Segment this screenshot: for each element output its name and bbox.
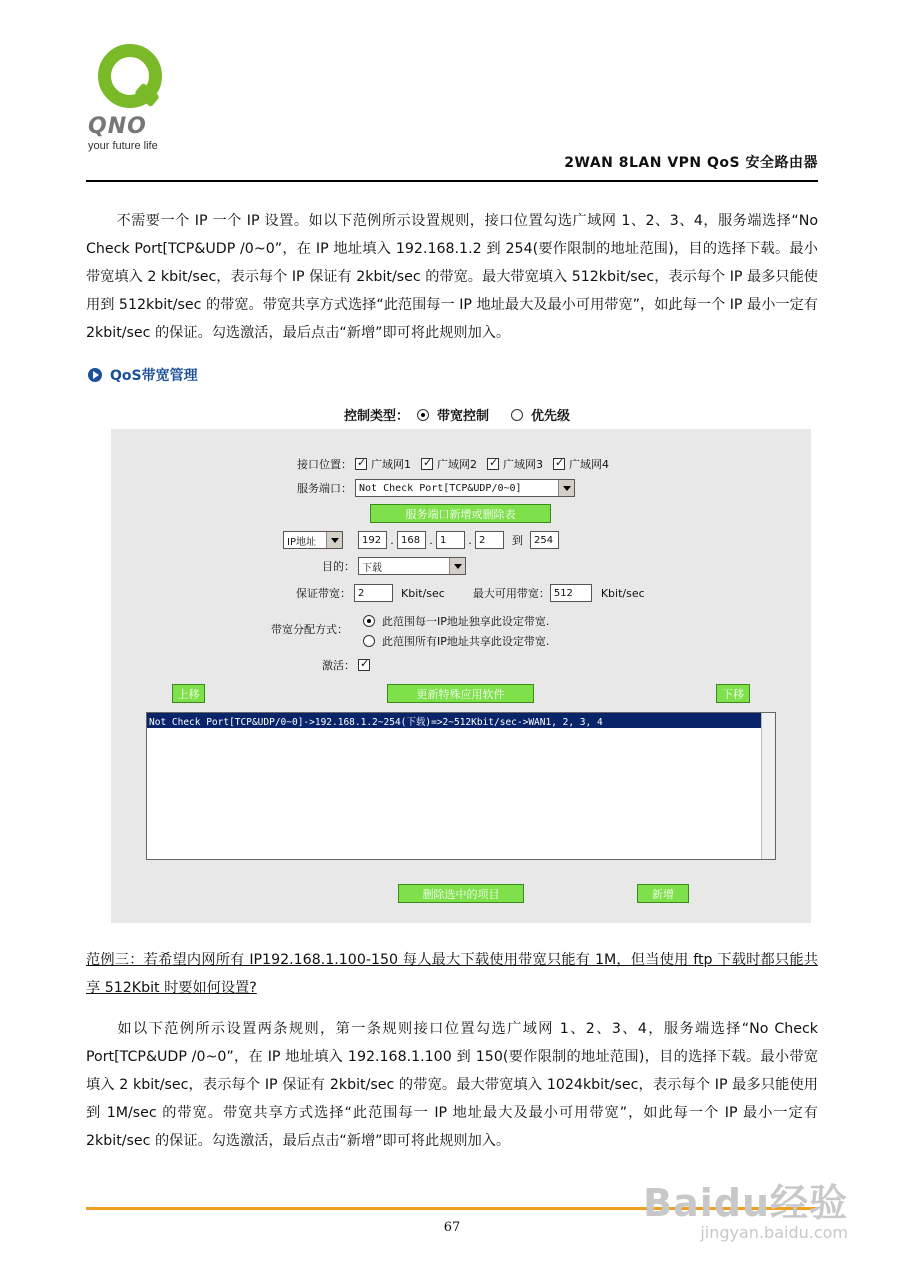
ip-octet-3[interactable]: 1 <box>436 531 465 549</box>
qno-logo <box>88 44 178 154</box>
interface-label: 接口位置： <box>297 458 352 471</box>
wan2-checkbox[interactable] <box>421 458 433 470</box>
update-apps-button[interactable]: 更新特殊应用软件 <box>387 684 534 703</box>
move-down-button[interactable]: 下移 <box>716 684 750 703</box>
service-table-button[interactable]: 服务端口新增或删除表 <box>370 504 551 523</box>
document-title: 2WAN 8LAN VPN QoS 安全路由器 <box>564 155 818 171</box>
interface-row <box>297 456 609 472</box>
share-shared-radio[interactable] <box>363 635 375 647</box>
section-title-text: QoS带宽管理 <box>110 368 198 384</box>
destination-row <box>322 557 466 575</box>
baidu-watermark <box>643 1172 848 1242</box>
wan4-checkbox[interactable] <box>553 458 565 470</box>
ip-octet-2[interactable]: 168 <box>397 531 426 549</box>
ip-octet-4[interactable]: 2 <box>475 531 504 549</box>
play-bullet-icon <box>88 368 102 382</box>
bandwidth-control-label: 带宽控制 <box>437 409 490 424</box>
rule-list[interactable] <box>146 712 776 860</box>
wan2-label: 广域网2 <box>437 458 477 471</box>
move-up-button[interactable]: 上移 <box>172 684 205 703</box>
section-title <box>88 365 198 385</box>
destination-select[interactable] <box>358 557 466 575</box>
service-port-select[interactable] <box>355 479 575 497</box>
max-bandwidth-unit: Kbit/sec <box>600 586 645 600</box>
min-bandwidth-unit: Kbit/sec <box>401 586 445 600</box>
wan4-label: 广域网4 <box>569 458 609 471</box>
paragraph-3-text: 如以下范例所示设置两条规则，第一条规则接口位置勾选广域网 1、2、3、4，服务端选择“No Check Port[TCP&UDP /0~0”，在 IP 地址填入 192.168.1.100 到 150(要作限制的地址范围)，目的选择下载。最小带宽填入 2 kbit/sec，表示每个 IP 保证有 2kbit/sec 的带宽。最大带宽填入 1024kbit/sec，表示每个 IP 最多只能使用到 1M/sec 的带宽。带宽共享方式选择“此范围每一 IP 地址最大及最小可用带宽”，如此每一个 IP 最小一定有 2kbit/sec 的保证。勾选激活，最后点击“新增”即可将此规则加入。 <box>86 1021 818 1149</box>
share-mode-label-row <box>271 621 348 637</box>
share-exclusive-label: 此范围每一IP地址独享此设定带宽. <box>382 615 550 628</box>
service-label: 服务端口： <box>297 482 352 495</box>
ip-row: IP地址 192 . 168 . 1 . 2 到 254 <box>283 531 559 549</box>
ip-octet-1[interactable]: 192 <box>358 531 387 549</box>
bandwidth-control-radio[interactable] <box>417 409 429 421</box>
share-exclusive-radio[interactable] <box>363 615 375 627</box>
dropdown-arrow-icon <box>449 558 465 574</box>
page-number: 67 <box>443 1220 461 1235</box>
service-row <box>297 479 575 497</box>
rule-entry[interactable]: Not Check Port[TCP&UDP/0~0]->192.168.1.2~254(下载)=>2~512Kbit/sec->WAN1, 2, 3, 4 <box>147 713 775 728</box>
dropdown-arrow-icon <box>558 480 574 496</box>
priority-label: 优先级 <box>531 409 571 424</box>
wan1-label: 广域网1 <box>371 458 411 471</box>
delete-selected-button[interactable]: 删除选中的项目 <box>398 884 524 903</box>
service-port-value: Not Check Port[TCP&UDP/0~0] <box>359 482 522 494</box>
paragraph-1-text: 不需要一个 IP 一个 IP 设置。如以下范例所示设置规则，接口位置勾选广域网 1、2、3、4，服务端选择“No Check Port[TCP&UDP /0~0”，在 IP 地址填入 192.168.1.2 到 254(要作限制的地址范围)，目的选择下载。最小带宽填入 2 kbit/sec，表示每个 IP 保证有 2kbit/sec 的带宽。最大带宽填入 512kbit/sec，表示每个 IP 最多只能使用到 512kbit/sec 的带宽。带宽共享方式选择“此范围每一 IP 地址最大及最小可用带宽”，如此每一个 IP 最小一定有 2kbit/sec 的保证。勾选激活，最后点击“新增”即可将此规则加入。 <box>86 213 818 341</box>
ip-end-input[interactable]: 254 <box>530 531 559 549</box>
ip-type-value: IP地址 <box>287 536 316 548</box>
destination-value: 下载 <box>362 562 382 574</box>
logo-text: QNO <box>88 114 147 139</box>
min-bandwidth-input[interactable]: 2 <box>354 584 393 602</box>
priority-radio[interactable] <box>511 409 523 421</box>
control-type-label: 控制类型： <box>344 409 410 424</box>
max-bandwidth-label: 最大可用带宽： <box>472 587 550 600</box>
logo-tagline: your future life <box>88 140 158 152</box>
control-type-row <box>344 405 570 424</box>
activate-row <box>322 657 374 673</box>
watermark-url: jingyan.baidu.com <box>700 1223 848 1242</box>
header-divider <box>86 180 818 182</box>
min-bandwidth-label: 保证带宽： <box>296 587 351 600</box>
share-option-1-row <box>363 613 549 629</box>
dropdown-arrow-icon <box>326 532 342 548</box>
paragraph-1 <box>86 207 818 347</box>
activate-label: 激活： <box>322 659 355 672</box>
max-bandwidth-input[interactable]: 512 <box>550 584 592 602</box>
add-rule-button[interactable]: 新增 <box>637 884 689 903</box>
activate-checkbox[interactable] <box>358 659 370 671</box>
wan3-label: 广域网3 <box>503 458 543 471</box>
bandwidth-row <box>296 584 645 602</box>
share-shared-label: 此范围所有IP地址共享此设定带宽. <box>382 635 550 648</box>
ip-type-select[interactable] <box>283 531 343 549</box>
share-mode-label: 带宽分配方式： <box>271 623 348 636</box>
wan3-checkbox[interactable] <box>487 458 499 470</box>
destination-label: 目的： <box>322 560 355 573</box>
wan1-checkbox[interactable] <box>355 458 367 470</box>
rule-list-scrollbar[interactable] <box>761 713 775 859</box>
share-option-2-row <box>363 633 549 649</box>
to-label: 到 <box>512 534 523 547</box>
example-three-question: 范例三：若希望内网所有 IP192.168.1.100-150 每人最大下载使用带宽只能有 1M，但当使用 ftp 下载时都只能共享 512Kbit 时要如何设置? <box>86 952 818 996</box>
paragraph-3 <box>86 1015 818 1155</box>
qos-settings-panel <box>111 429 811 923</box>
watermark-title: Baidu经验 <box>643 1181 848 1225</box>
